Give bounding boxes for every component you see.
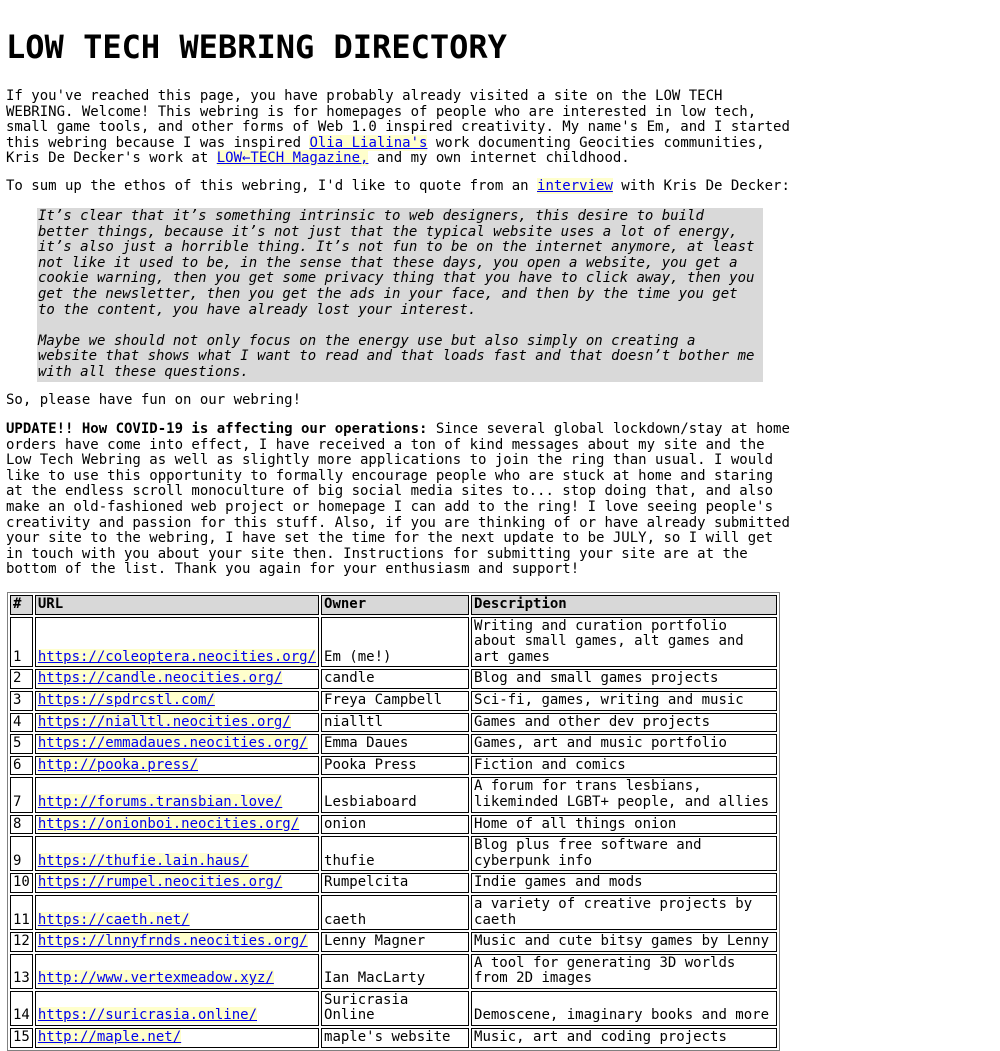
- quote-intro-after: with Kris De Decker:: [612, 178, 790, 194]
- table-row: [10, 756, 777, 776]
- row-url-cell: [35, 836, 319, 871]
- site-link[interactable]: http://forums.transbian.love/: [37, 793, 283, 810]
- table-row: [10, 954, 777, 989]
- table-row: [10, 734, 777, 754]
- site-link[interactable]: http://pooka.press/: [37, 756, 199, 773]
- site-link[interactable]: https://onionboi.neocities.org/: [37, 815, 300, 832]
- row-number: 6: [10, 756, 33, 776]
- row-url-cell: [35, 1028, 319, 1048]
- olia-lialina-link[interactable]: Olia Lialina's: [309, 134, 428, 151]
- row-url-cell: [35, 617, 319, 668]
- row-url-cell: [35, 873, 319, 893]
- site-link[interactable]: https://coleoptera.neocities.org/: [37, 648, 317, 665]
- row-url-cell: [35, 734, 319, 754]
- intro-text-middle: work documenting Geocities communities, Kris De Decker's work at: [6, 134, 765, 167]
- row-owner: Lesbiaboard: [321, 777, 469, 812]
- table-row: [10, 991, 777, 1026]
- site-link[interactable]: https://emmadaues.neocities.org/: [37, 735, 308, 752]
- row-owner: Emma Daues: [321, 734, 469, 754]
- row-url-cell: [35, 895, 319, 930]
- site-link[interactable]: https://candle.neocities.org/: [37, 670, 283, 687]
- row-owner: Em (me!): [321, 617, 469, 668]
- row-description: Music, art and coding projects: [471, 1028, 777, 1048]
- row-number: 10: [10, 873, 33, 893]
- row-url-cell: [35, 713, 319, 733]
- intro-text-after: and my own internet childhood.: [368, 150, 630, 167]
- row-owner: Pooka Press: [321, 756, 469, 776]
- table-row: [10, 691, 777, 711]
- row-number: 13: [10, 954, 33, 989]
- row-owner: Ian MacLarty: [321, 954, 469, 989]
- row-number: 9: [10, 836, 33, 871]
- row-description: Games and other dev projects: [471, 713, 777, 733]
- row-owner: thufie: [321, 836, 469, 871]
- row-description: Games, art and music portfolio: [471, 734, 777, 754]
- header-url: URL: [35, 595, 319, 615]
- row-number: 2: [10, 669, 33, 689]
- site-link[interactable]: http://maple.net/: [37, 1029, 182, 1046]
- row-description: Music and cute bitsy games by Lenny: [471, 932, 777, 952]
- quote-intro-paragraph: [6, 179, 791, 195]
- site-link[interactable]: https://spdrcstl.com/: [37, 691, 215, 708]
- table-header-row: [10, 595, 777, 615]
- row-number: 4: [10, 713, 33, 733]
- table-row: [10, 932, 777, 952]
- row-url-cell: [35, 669, 319, 689]
- table-row: [10, 815, 777, 835]
- row-number: 3: [10, 691, 33, 711]
- update-paragraph: [6, 422, 791, 578]
- row-number: 7: [10, 777, 33, 812]
- row-owner: maple's website: [321, 1028, 469, 1048]
- table-row: [10, 669, 777, 689]
- row-description: a variety of creative projects by caeth: [471, 895, 777, 930]
- row-description: Fiction and comics: [471, 756, 777, 776]
- row-number: 5: [10, 734, 33, 754]
- row-owner: caeth: [321, 895, 469, 930]
- site-link[interactable]: https://suricrasia.online/: [37, 1007, 258, 1024]
- site-link[interactable]: https://caeth.net/: [37, 911, 190, 928]
- header-owner: Owner: [321, 595, 469, 615]
- webring-table: [7, 592, 780, 1051]
- row-owner: Rumpelcita: [321, 873, 469, 893]
- row-owner: onion: [321, 815, 469, 835]
- closing-line: So, please have fun on our webring!: [6, 392, 302, 408]
- page-title: LOW TECH WEBRING DIRECTORY: [6, 28, 507, 66]
- row-url-cell: [35, 756, 319, 776]
- site-link[interactable]: http://www.vertexmeadow.xyz/: [37, 970, 274, 987]
- intro-text-before: If you've reached this page, you have probably already visited a site on the LOW TECH WEBRING. Welcome! This webring is for homepages of people who are interested in low tech, small game tools, and other forms of Web 1.0 inspired creativity. My name's Em, and I started this webring because I was inspired: [6, 88, 790, 151]
- row-description: A tool for generating 3D worlds from 2D images: [471, 954, 777, 989]
- quote-paragraph-2: Maybe we should not only focus on the energy use but also simply on creating a website that shows what I want to read and that loads fast and that doesn’t bother me with all these questions.: [38, 332, 755, 380]
- kris-de-decker-quote: [37, 208, 763, 382]
- header-description: Description: [471, 595, 777, 615]
- row-number: 12: [10, 932, 33, 952]
- low-tech-magazine-link[interactable]: LOW←TECH Magazine,: [216, 150, 369, 167]
- site-link[interactable]: https://rumpel.neocities.org/: [37, 874, 283, 891]
- row-url-cell: [35, 815, 319, 835]
- row-description: Home of all things onion: [471, 815, 777, 835]
- row-number: 8: [10, 815, 33, 835]
- table-row: [10, 873, 777, 893]
- intro-paragraph: [6, 89, 791, 167]
- row-owner: Lenny Magner: [321, 932, 469, 952]
- row-description: Writing and curation portfolio about small games, alt games and art games: [471, 617, 777, 668]
- table-row: [10, 895, 777, 930]
- table-row: [10, 1028, 777, 1048]
- row-number: 1: [10, 617, 33, 668]
- row-description: Sci-fi, games, writing and music: [471, 691, 777, 711]
- row-number: 15: [10, 1028, 33, 1048]
- site-link[interactable]: https://lnnyfrnds.neocities.org/: [37, 933, 308, 950]
- row-number: 11: [10, 895, 33, 930]
- quote-intro-before: To sum up the ethos of this webring, I'd like to quote from an: [6, 178, 538, 194]
- table-row: [10, 713, 777, 733]
- row-description: Blog and small games projects: [471, 669, 777, 689]
- row-owner: nialltl: [321, 713, 469, 733]
- table-row: [10, 777, 777, 812]
- quote-paragraph-1: It’s clear that it’s something intrinsic to web designers, this desire to build better things, because it’s not just that the typical website uses a lot of energy, it’s also just a horrible thing. It’s not fun to be on the internet anymore, at least not like it used to be, in the sense that these days, you open a website, you get a cookie warning, then you get some privacy thing that you have to click away, then you get the newsletter, then you get the ads in your face, and then by the time you get to the content, you have already lost your interest.: [38, 208, 755, 318]
- interview-link[interactable]: interview: [537, 178, 613, 194]
- row-description: A forum for trans lesbians, likeminded LGBT+ people, and allies: [471, 777, 777, 812]
- row-url-cell: [35, 691, 319, 711]
- update-label: UPDATE!! How COVID-19 is affecting our operations:: [6, 421, 428, 437]
- update-text: Since several global lockdown/stay at home orders have come into effect, I have received a ton of kind messages about my site and the Low Tech Webring as well as slightly more applications to join the ring than usual. I would like to use this opportunity to formally encourage people who are stuck at home and staring at the endless scroll monoculture of big social media sites to... stop doing that, and also make an old-fashioned web project or homepage I can add to the ring! I love seeing people's creativity and passion for this stuff. Also, if you are thinking of or have already submitted your site to the webring, I have set the time for the next update to be JULY, so I will get in touch with you about your site then. Instructions for submitting your site are at the bottom of the list. Thank you again for your enthusiasm and support!: [6, 421, 790, 578]
- row-owner: Freya Campbell: [321, 691, 469, 711]
- row-description: Indie games and mods: [471, 873, 777, 893]
- row-url-cell: [35, 991, 319, 1026]
- row-description: Blog plus free software and cyberpunk info: [471, 836, 777, 871]
- row-owner: candle: [321, 669, 469, 689]
- row-owner: Suricrasia Online: [321, 991, 469, 1026]
- row-url-cell: [35, 932, 319, 952]
- row-number: 14: [10, 991, 33, 1026]
- header-number: #: [10, 595, 33, 615]
- row-url-cell: [35, 954, 319, 989]
- table-row: [10, 836, 777, 871]
- row-description: Demoscene, imaginary books and more: [471, 991, 777, 1026]
- row-url-cell: [35, 777, 319, 812]
- table-row: [10, 617, 777, 668]
- site-link[interactable]: https://thufie.lain.haus/: [37, 852, 249, 869]
- site-link[interactable]: https://nialltl.neocities.org/: [37, 713, 291, 730]
